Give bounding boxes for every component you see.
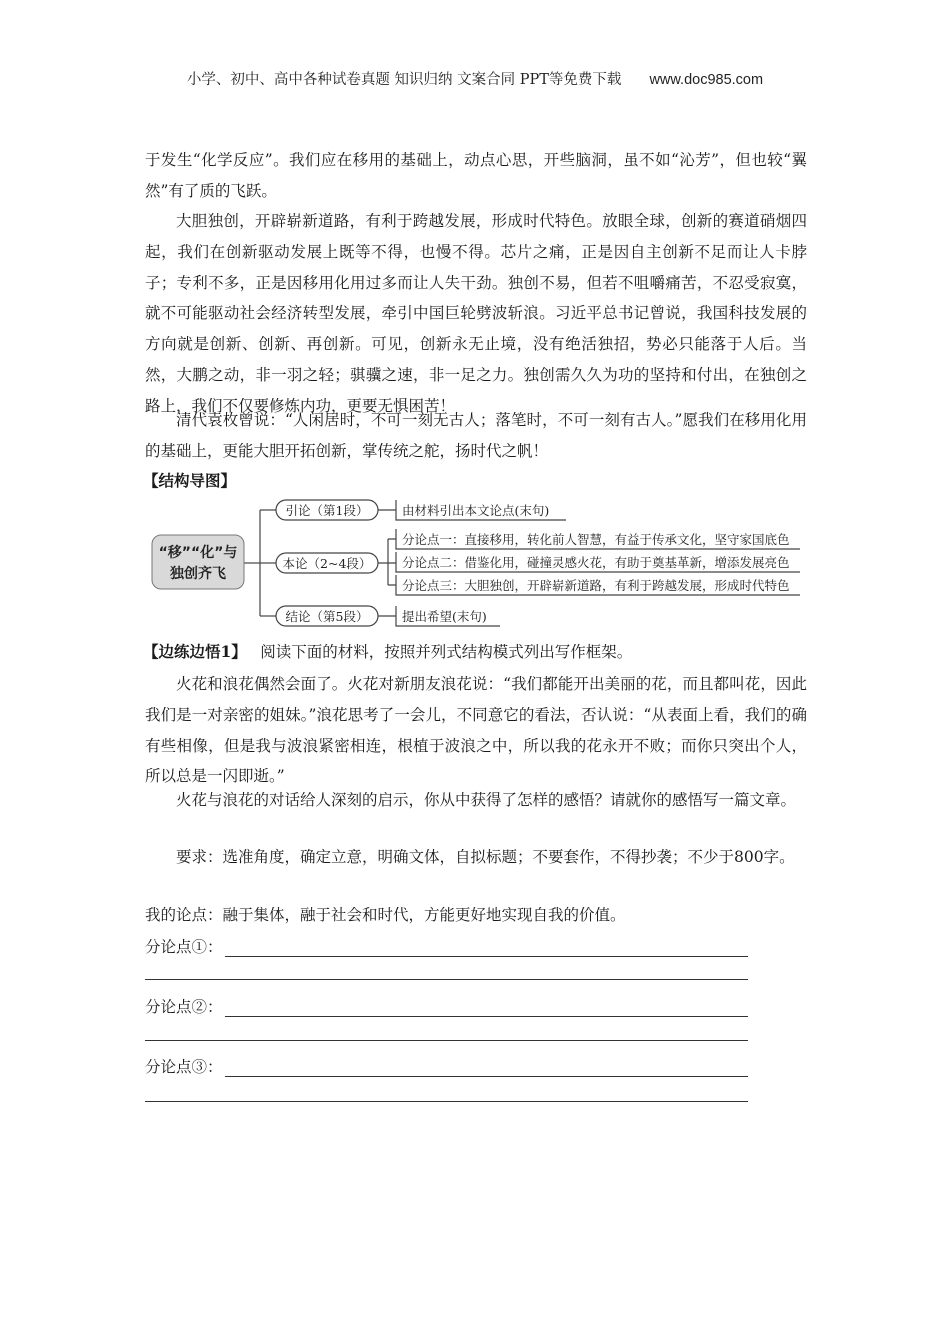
mindmap-leaf-point1: 分论点一：直接移用，转化前人智慧，有益于传承文化，坚守家国底色 [402, 532, 790, 547]
answer-label-point1: 分论点①： [145, 938, 223, 956]
header-site: www.doc985.com [649, 72, 764, 88]
mindmap-leaf-point2: 分论点二：借鉴化用，碰撞灵感火花，有助于奠基革新，增添发展亮色 [402, 555, 790, 570]
mindmap-root-line1: “移”“化”与 [158, 545, 238, 561]
mindmap-branch-intro: 引论（第1段） [285, 503, 369, 518]
answer-line[interactable] [225, 940, 748, 957]
essay-paragraph-1: 于发生“化学反应”。我们应在移用的基础上，动点心思，开些脑洞，虽不如“沁芳”，但也较“翼然”有了质的飞跃。 [145, 151, 807, 200]
answer-row-point3[interactable] [145, 1055, 748, 1077]
mindmap-leaf-conclusion: 提出希望(末句) [402, 609, 487, 624]
structure-heading: 【结构导图】 [143, 471, 237, 490]
essay-paragraph-2: 大胆独创，开辟崭新道路，有利于跨越发展，形成时代特色。放眼全球，创新的赛道硝烟四起，我们在创新驱动发展上既等不得，也慢不得。芯片之痛，正是因自主创新不足而让人卡脖子；专利不多，正是因移用化用过多而让人失干劲。独创不易，但若不咀嚼痛苦，不忍受寂寞，就不可能驱动社会经济转型发展，牵引中国巨轮劈波斩浪。习近平总书记曾说，我国科技发展的方向就是创新、创新、再创新。可见，创新永无止境，没有绝活独招，势必只能落于人后。当然，大鹏之动，非一羽之轻；骐骥之速，非一足之力。独创需久久为功的坚持和付出，在独创之路上，我们不仅要修炼内功，更要无惧困苦！ [145, 212, 807, 415]
exercise-prompt: 火花与浪花的对话给人深刻的启示，你从中获得了怎样的感悟？请就你的感悟写一篇文章。 [176, 791, 797, 809]
answer-label-point3: 分论点③： [145, 1058, 223, 1076]
exercise-requirements: 要求：选准角度，确定立意，明确文体，自拟标题；不要套作，不得抄袭；不少于800字。 [176, 848, 795, 866]
mindmap-branch-conclusion: 结论（第5段） [285, 609, 369, 624]
answer-line[interactable] [145, 979, 748, 980]
header-text: 小学、初中、高中各种试卷真题 知识归纳 文案合同 PPT等免费下载 [186, 72, 622, 88]
exercise-heading-label: 【边练边悟1】 [143, 642, 247, 661]
exercise-instruction: 阅读下面的材料，按照并列式结构模式列出写作框架。 [260, 643, 633, 661]
mindmap-root-line2: 独创齐飞 [170, 566, 226, 582]
answer-line[interactable] [225, 1060, 748, 1077]
structure-mindmap [148, 497, 808, 632]
answer-line[interactable] [225, 1000, 748, 1017]
answer-row-point1[interactable] [145, 935, 748, 957]
answer-row-point2[interactable] [145, 995, 748, 1017]
answer-line[interactable] [145, 1101, 748, 1102]
mindmap-leaf-point3: 分论点三：大胆独创，开辟崭新道路，有利于跨越发展，形成时代特色 [402, 578, 790, 593]
exercise-thesis: 我的论点：融于集体，融于社会和时代，方能更好地实现自我的价值。 [145, 906, 626, 924]
answer-line[interactable] [145, 1040, 748, 1041]
exercise-material: 火花和浪花偶然会面了。火花对新朋友浪花说：“我们都能开出美丽的花，而且都叫花，因此我们是一对亲密的姐妹。”浪花思考了一会儿，不同意它的看法，否认说：“从表面上看，我们的确有些相像，但是我与波浪紧密相连，根植于波浪之中，所以我的花永开不败；而你只突出个人，所以总是一闪即逝。” [145, 675, 807, 786]
page-header [0, 68, 950, 89]
mindmap-leaf-intro: 由材料引出本文论点(末句) [402, 503, 550, 518]
essay-paragraph-3: 清代袁枚曾说：“人闲居时，不可一刻无古人；落笔时，不可一刻有古人。”愿我们在移用化用的基础上，更能大胆开拓创新，掌传统之舵，扬时代之帆！ [145, 411, 807, 460]
mindmap-branch-body: 本论（2~4段） [282, 556, 372, 571]
answer-label-point2: 分论点②： [145, 998, 223, 1016]
exercise-heading [143, 640, 632, 662]
